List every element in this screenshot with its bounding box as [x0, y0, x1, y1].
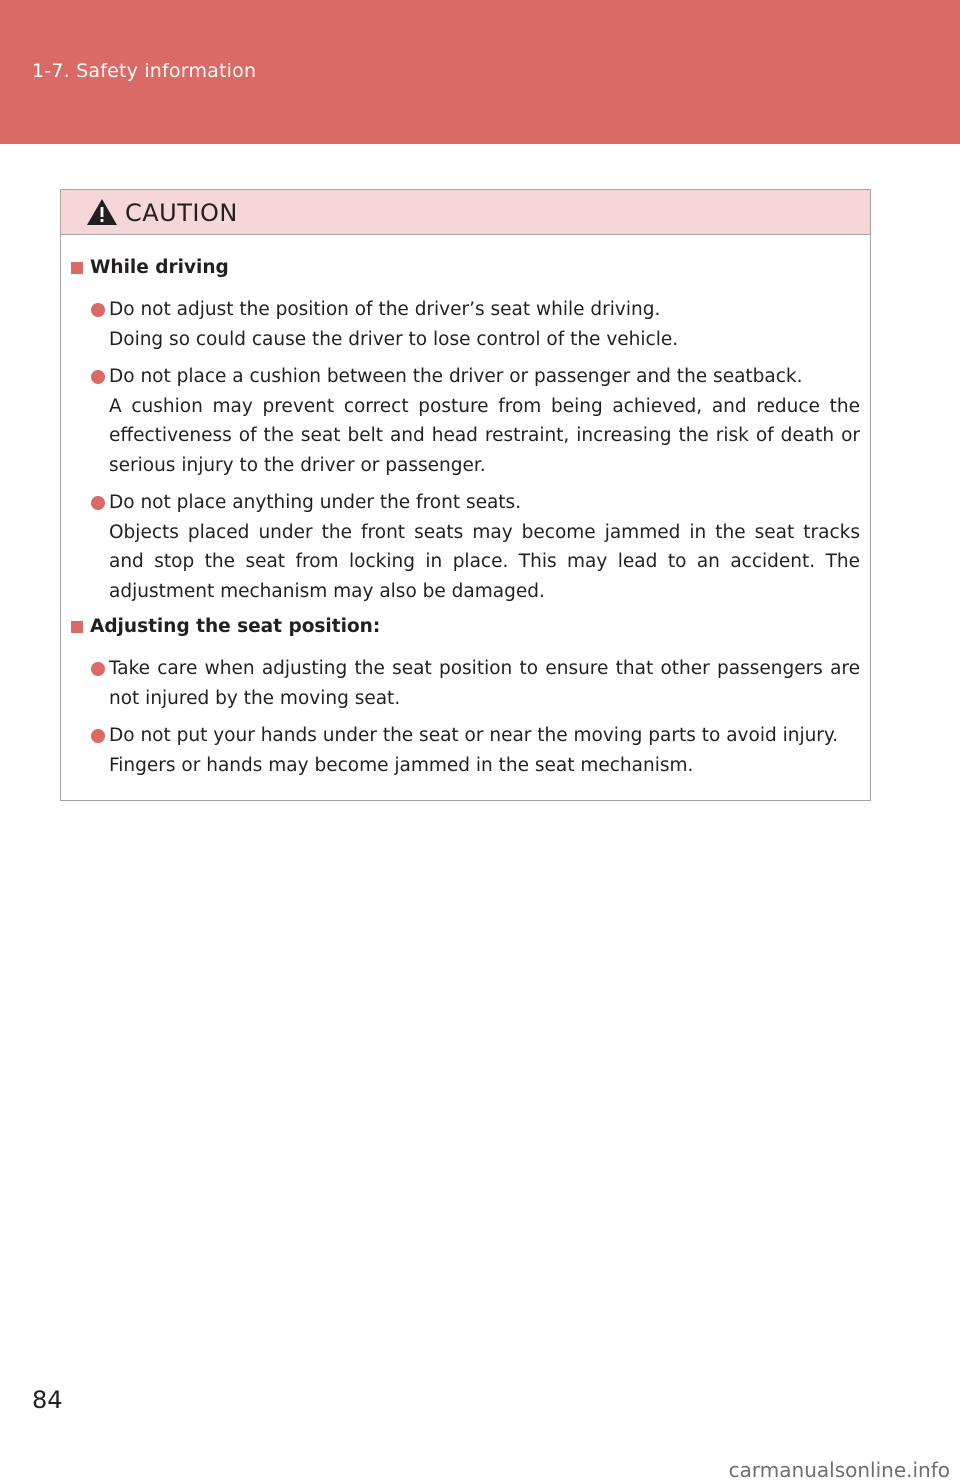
item-main-text: Take care when adjusting the seat position to ensure that other passengers are not injured by the moving seat.	[109, 658, 860, 709]
circle-bullet-icon	[91, 303, 105, 317]
item-detail-text: A cushion may prevent correct posture from being achieved, and reduce the effectiveness of the seat belt and head restraint, increasing the risk of death or serious injury to the driver or passenger.	[109, 395, 860, 476]
item-detail-text: Fingers or hands may become jammed in the seat mechanism.	[109, 754, 694, 776]
list-item	[71, 362, 860, 480]
heading-text: While driving	[90, 257, 229, 278]
circle-bullet-icon	[91, 729, 105, 743]
circle-bullet-icon	[91, 370, 105, 384]
circle-bullet-icon	[91, 662, 105, 676]
footer-url: carmanualsonline.info	[728, 1458, 950, 1482]
section-heading-while-driving	[71, 255, 860, 281]
warning-triangle-icon	[86, 198, 118, 226]
caution-label: CAUTION	[125, 199, 238, 227]
page-number: 84	[32, 1386, 63, 1414]
square-bullet-icon	[71, 262, 83, 274]
section-title: 1-7. Safety information	[32, 60, 257, 82]
caution-body	[61, 235, 870, 780]
page-header	[0, 0, 960, 144]
square-bullet-icon	[71, 621, 83, 633]
item-detail-text: Doing so could cause the driver to lose control of the vehicle.	[109, 328, 679, 350]
item-main-text: Do not put your hands under the seat or near the moving parts to avoid injury.	[109, 725, 839, 746]
section-heading-adjusting-seat	[71, 614, 860, 640]
item-main-text: Do not adjust the position of the driver’s seat while driving.	[109, 299, 661, 320]
caution-box	[60, 189, 871, 801]
heading-text: Adjusting the seat position:	[90, 616, 381, 637]
list-item	[71, 654, 860, 713]
item-main-text: Do not place anything under the front seats.	[109, 492, 522, 513]
circle-bullet-icon	[91, 496, 105, 510]
item-main-text: Do not place a cushion between the driver or passenger and the seatback.	[109, 366, 803, 387]
item-detail-text: Objects placed under the front seats may become jammed in the seat tracks and stop the seat from locking in place. This may lead to an accident. The adjustment mechanism may also be damaged.	[109, 521, 860, 602]
list-item	[71, 488, 860, 606]
list-item	[71, 721, 860, 780]
caution-header	[61, 190, 870, 235]
list-item	[71, 295, 860, 354]
